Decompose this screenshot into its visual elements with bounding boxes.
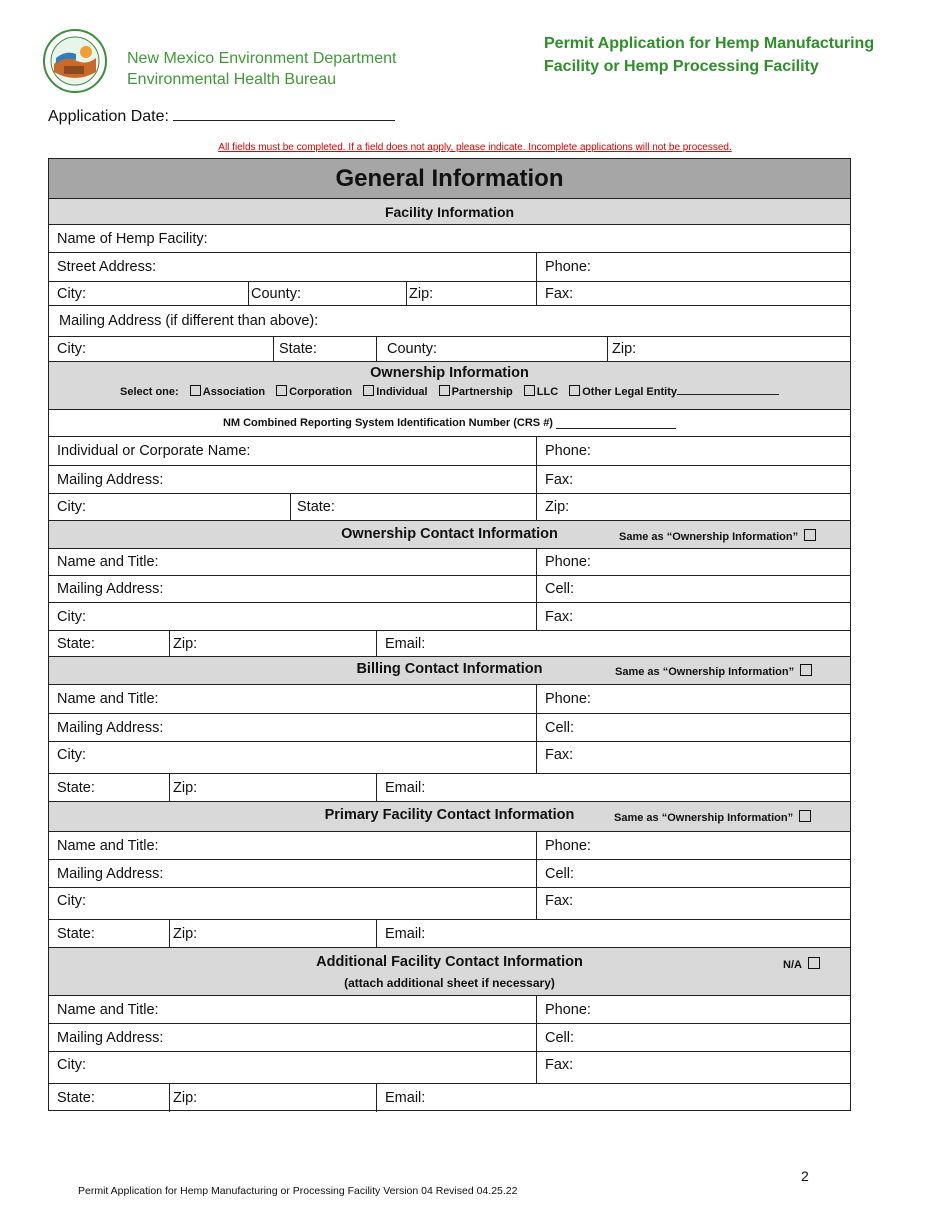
oc-fax-field[interactable]: Fax: xyxy=(536,603,850,630)
pc-city-row xyxy=(49,888,850,920)
facility-mailing-city-row xyxy=(49,337,850,362)
bc-state-field[interactable]: State: xyxy=(57,779,95,796)
facility-zip-field[interactable]: Zip: xyxy=(406,282,536,305)
oc-zip-field[interactable]: Zip: xyxy=(169,631,376,656)
ownership-contact-header xyxy=(49,521,850,549)
oc-name-row xyxy=(49,549,850,576)
facility-city-field[interactable]: City: xyxy=(57,285,86,302)
pc-mailing-row xyxy=(49,860,850,888)
entity-type-selector xyxy=(49,384,850,398)
checkbox-icon[interactable] xyxy=(800,664,812,676)
oc-phone-field[interactable]: Phone: xyxy=(536,549,850,575)
pc-zip-field[interactable]: Zip: xyxy=(169,920,376,947)
facility-mailing-field[interactable]: Mailing Address (if different than above): xyxy=(59,313,319,329)
additional-contact-header xyxy=(49,948,850,996)
billing-contact-header xyxy=(49,657,850,685)
facility-street-row xyxy=(49,253,850,282)
primary-contact-header xyxy=(49,802,850,832)
facility-mailing-county-field[interactable]: County: xyxy=(376,337,607,361)
owner-city-row xyxy=(49,494,850,521)
ac-zip-field[interactable]: Zip: xyxy=(169,1084,376,1112)
option-individual[interactable]: Individual xyxy=(363,386,427,398)
ownership-information-header xyxy=(49,362,850,410)
bc-city-field[interactable]: City: xyxy=(57,747,86,763)
pc-phone-field[interactable]: Phone: xyxy=(536,832,850,859)
pc-city-field[interactable]: City: xyxy=(57,893,86,909)
owner-phone-field[interactable]: Phone: xyxy=(536,437,850,465)
bc-state-row xyxy=(49,774,850,802)
bc-mailing-field[interactable]: Mailing Address: xyxy=(57,719,164,736)
owner-name-row xyxy=(49,437,850,466)
facility-information-header xyxy=(49,199,850,225)
page-number: 2 xyxy=(801,1168,809,1184)
pc-cell-field[interactable]: Cell: xyxy=(536,860,850,887)
crs-field[interactable] xyxy=(49,410,850,436)
bc-mailing-row xyxy=(49,714,850,742)
ac-state-field[interactable]: State: xyxy=(57,1090,95,1106)
billing-contact-heading: Billing Contact Information xyxy=(356,661,543,677)
application-date xyxy=(48,106,395,126)
pc-state-field[interactable]: State: xyxy=(57,925,95,942)
oc-mailing-field[interactable]: Mailing Address: xyxy=(57,581,164,597)
application-date-label: Application Date: xyxy=(48,108,169,125)
option-other-legal-entity[interactable]: Other Legal Entity xyxy=(569,386,779,398)
facility-city-row xyxy=(49,282,850,306)
facility-mailing-row xyxy=(49,306,850,337)
pc-state-row xyxy=(49,920,850,948)
owner-mailing-row xyxy=(49,466,850,494)
facility-mailing-zip-field[interactable]: Zip: xyxy=(607,337,850,361)
bc-email-field[interactable]: Email: xyxy=(376,774,850,801)
crs-label: NM Combined Reporting System Identification Number (CRS #) xyxy=(222,417,553,429)
checkbox-icon[interactable] xyxy=(363,385,374,396)
oc-city-field[interactable]: City: xyxy=(57,608,86,625)
option-corporation[interactable]: Corporation xyxy=(276,386,352,398)
document-title xyxy=(544,33,874,78)
bc-zip-field[interactable]: Zip: xyxy=(169,774,376,801)
ac-state-row xyxy=(49,1084,850,1112)
ac-mailing-field[interactable]: Mailing Address: xyxy=(57,1029,164,1046)
owner-zip-field[interactable]: Zip: xyxy=(536,494,850,520)
pc-email-field[interactable]: Email: xyxy=(376,920,850,947)
billing-contact-same-as[interactable]: Same as “Ownership Information” xyxy=(615,664,812,678)
page-title: General Information xyxy=(335,164,564,192)
facility-mailing-city-field[interactable]: City: xyxy=(57,341,86,357)
ac-name-field[interactable]: Name and Title: xyxy=(57,1001,159,1018)
checkbox-icon[interactable] xyxy=(439,385,450,396)
ownership-contact-same-as[interactable]: Same as “Ownership Information” xyxy=(619,529,816,543)
facility-phone-field[interactable]: Phone: xyxy=(536,253,850,281)
additional-contact-subheading: (attach additional sheet if necessary) xyxy=(344,976,555,990)
general-information-header xyxy=(49,159,850,199)
checkbox-icon[interactable] xyxy=(804,529,816,541)
ac-city-row xyxy=(49,1052,850,1084)
bc-name-row xyxy=(49,685,850,714)
oc-name-field[interactable]: Name and Title: xyxy=(57,554,159,570)
additional-contact-heading: Additional Facility Contact Information xyxy=(316,954,583,970)
pc-name-row xyxy=(49,832,850,860)
bc-phone-field[interactable]: Phone: xyxy=(536,685,850,713)
oc-email-field[interactable]: Email: xyxy=(376,631,850,656)
bc-city-row xyxy=(49,742,850,774)
department-line-1: New Mexico Environment Department xyxy=(127,50,397,67)
nmed-seal-icon xyxy=(42,28,108,94)
ac-phone-field[interactable]: Phone: xyxy=(536,996,850,1023)
application-date-field[interactable] xyxy=(173,106,395,121)
primary-contact-same-as[interactable]: Same as “Ownership Information” xyxy=(614,810,811,824)
general-information-form xyxy=(48,158,851,1111)
crs-row xyxy=(49,410,850,437)
oc-cell-field[interactable]: Cell: xyxy=(536,576,850,602)
department-name xyxy=(127,48,396,90)
crs-number-line[interactable] xyxy=(556,418,676,429)
facility-street-field[interactable]: Street Address: xyxy=(57,259,157,275)
ac-city-field[interactable]: City: xyxy=(57,1057,86,1073)
oc-city-row xyxy=(49,603,850,631)
additional-contact-na[interactable]: N/A xyxy=(783,957,820,971)
option-partnership[interactable]: Partnership xyxy=(439,386,513,398)
bc-cell-field[interactable]: Cell: xyxy=(536,714,850,741)
ownership-contact-heading: Ownership Contact Information xyxy=(341,526,558,542)
ac-cell-field[interactable]: Cell: xyxy=(536,1024,850,1051)
oc-mailing-row xyxy=(49,576,850,603)
checkbox-icon[interactable] xyxy=(524,385,535,396)
pc-name-field[interactable]: Name and Title: xyxy=(57,837,159,854)
title-line-2: Facility or Hemp Processing Facility xyxy=(544,57,819,75)
select-one-label: Select one: xyxy=(120,386,179,398)
facility-name-row xyxy=(49,225,850,253)
facility-county-field[interactable]: County: xyxy=(248,282,406,305)
primary-contact-heading: Primary Facility Contact Information xyxy=(324,807,575,823)
checkbox-icon[interactable] xyxy=(190,385,201,396)
other-entity-field[interactable] xyxy=(677,384,779,395)
bc-fax-field[interactable]: Fax: xyxy=(536,742,850,773)
oc-state-row xyxy=(49,631,850,657)
owner-state-field[interactable]: State: xyxy=(290,494,536,520)
checkbox-icon[interactable] xyxy=(799,810,811,822)
option-association[interactable]: Association xyxy=(190,386,265,398)
bc-name-field[interactable]: Name and Title: xyxy=(57,691,159,707)
checkbox-icon[interactable] xyxy=(276,385,287,396)
facility-information-heading: Facility Information xyxy=(384,203,515,220)
ac-mailing-row xyxy=(49,1024,850,1052)
owner-name-field[interactable]: Individual or Corporate Name: xyxy=(57,443,251,459)
completion-notice: All fields must be completed. If a field does not apply, please indicate. Incomplete applications will not be processed. xyxy=(218,142,732,153)
title-line-1: Permit Application for Hemp Manufacturing xyxy=(544,35,875,52)
owner-fax-field[interactable]: Fax: xyxy=(536,466,850,493)
ac-name-row xyxy=(49,996,850,1024)
facility-name-field[interactable]: Name of Hemp Facility: xyxy=(57,230,208,247)
pc-fax-field[interactable]: Fax: xyxy=(536,888,850,919)
oc-state-field[interactable]: State: xyxy=(57,635,95,652)
department-line-2: Environmental Health Bureau xyxy=(127,71,337,88)
facility-mailing-state-field[interactable]: State: xyxy=(273,337,376,361)
owner-city-field[interactable]: City: xyxy=(57,499,86,515)
option-llc[interactable]: LLC xyxy=(524,386,558,398)
ac-fax-field[interactable]: Fax: xyxy=(536,1052,850,1083)
checkbox-icon[interactable] xyxy=(808,957,820,969)
pc-mailing-field[interactable]: Mailing Address: xyxy=(57,865,164,882)
facility-fax-field[interactable]: Fax: xyxy=(536,282,850,305)
owner-mailing-field[interactable]: Mailing Address: xyxy=(57,471,164,488)
footer-text: Permit Application for Hemp Manufacturing or Processing Facility Version 04 Revised 04.25.22 xyxy=(78,1185,518,1197)
ac-email-field[interactable]: Email: xyxy=(376,1084,850,1112)
checkbox-icon[interactable] xyxy=(569,385,580,396)
ownership-information-heading: Ownership Information xyxy=(370,365,529,381)
